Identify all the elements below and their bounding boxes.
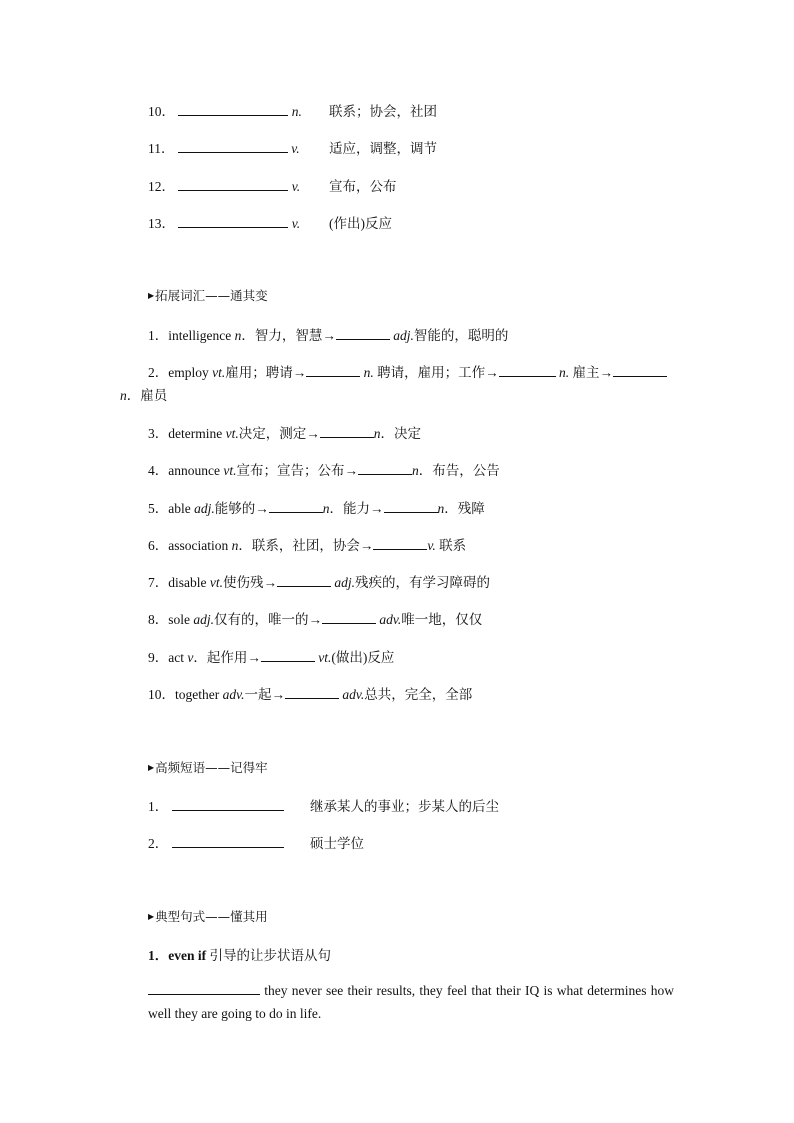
answer-blank[interactable] [178, 141, 288, 153]
answer-blank[interactable] [613, 365, 667, 377]
item-number: 13． [148, 216, 175, 231]
vocab-meaning: 适应，调整，调节 [329, 141, 437, 156]
vocab-item [148, 137, 300, 157]
vocab-item [148, 175, 300, 195]
vocab-item [148, 212, 300, 232]
phrase-meaning: 继承某人的事业；步某人的后尘 [310, 799, 499, 814]
triangle-bullet-icon: ▶ [148, 912, 155, 921]
answer-blank[interactable] [148, 983, 260, 995]
answer-blank[interactable] [178, 104, 288, 116]
vocab-item [148, 100, 302, 120]
section-heading: ▶高频短语——记得牢 [148, 760, 268, 775]
answer-blank[interactable] [336, 328, 390, 340]
expand-item: 5．able adj.能够的→ n．能力→ n．残障 [148, 501, 485, 516]
expand-item: 9．act v．起作用→ vt.(做出)反应 [148, 650, 395, 665]
vocab-meaning: 宣布，公布 [329, 179, 397, 194]
expand-item: 3．determine vt.决定，测定→ n．决定 [148, 426, 421, 441]
sentence-pattern-heading: 1．even if 引导的让步状语从句 [148, 948, 331, 963]
example-sentence: they never see their results, they feel that their IQ is what determines how well they are going to do in life. [148, 983, 674, 1021]
section-heading: ▶典型句式——懂其用 [148, 909, 268, 924]
section-heading: ▶拓展词汇——通其变 [148, 288, 268, 303]
expand-item: 6．association n．联系，社团，协会→ v. 联系 [148, 538, 467, 553]
part-of-speech: v. [291, 179, 301, 194]
phrase-meaning: 硕士学位 [310, 836, 364, 851]
answer-blank[interactable] [269, 501, 323, 513]
expand-item: 1．intelligence n．智力，智慧→ adj.智能的，聪明的 [148, 328, 509, 343]
expand-item-continued: n．雇员 [120, 388, 168, 403]
answer-blank[interactable] [277, 575, 331, 587]
part-of-speech: v. [291, 216, 301, 231]
answer-blank[interactable] [373, 538, 427, 550]
answer-blank[interactable] [285, 687, 339, 699]
answer-blank[interactable] [499, 365, 556, 377]
vocab-meaning: (作出)反应 [329, 216, 392, 231]
answer-blank[interactable] [384, 501, 438, 513]
answer-blank[interactable] [172, 799, 284, 811]
expand-item: 2．employ vt.雇用；聘请→ n. 聘请，雇用；工作→ n. 雇主→ [148, 361, 667, 381]
answer-blank[interactable] [358, 463, 412, 475]
answer-blank[interactable] [178, 179, 288, 191]
vocab-meaning: 联系；协会，社团 [329, 104, 437, 119]
answer-blank[interactable] [322, 612, 376, 624]
answer-blank[interactable] [320, 426, 374, 438]
expand-item: 7．disable vt.使伤残→ adj.残疾的，有学习障碍的 [148, 575, 491, 590]
item-number: 11． [148, 141, 175, 156]
triangle-bullet-icon: ▶ [148, 291, 155, 300]
expand-item: 10．together adv.一起→ adv.总共，完全，全部 [148, 687, 473, 702]
item-number: 12． [148, 179, 175, 194]
part-of-speech: n. [291, 104, 302, 119]
answer-blank[interactable] [172, 836, 284, 848]
answer-blank[interactable] [261, 650, 315, 662]
triangle-bullet-icon: ▶ [148, 763, 155, 772]
item-number: 10． [148, 104, 175, 119]
expand-item: 8．sole adj.仅有的，唯一的→ adv.唯一地，仅仅 [148, 612, 483, 627]
phrase-item: 1． [148, 795, 284, 815]
answer-blank[interactable] [306, 365, 360, 377]
part-of-speech: v. [291, 141, 300, 156]
answer-blank[interactable] [178, 216, 288, 228]
expand-item: 4．announce vt.宣布；宣告；公布→ n．布告，公告 [148, 463, 500, 478]
phrase-item: 2． [148, 832, 284, 852]
